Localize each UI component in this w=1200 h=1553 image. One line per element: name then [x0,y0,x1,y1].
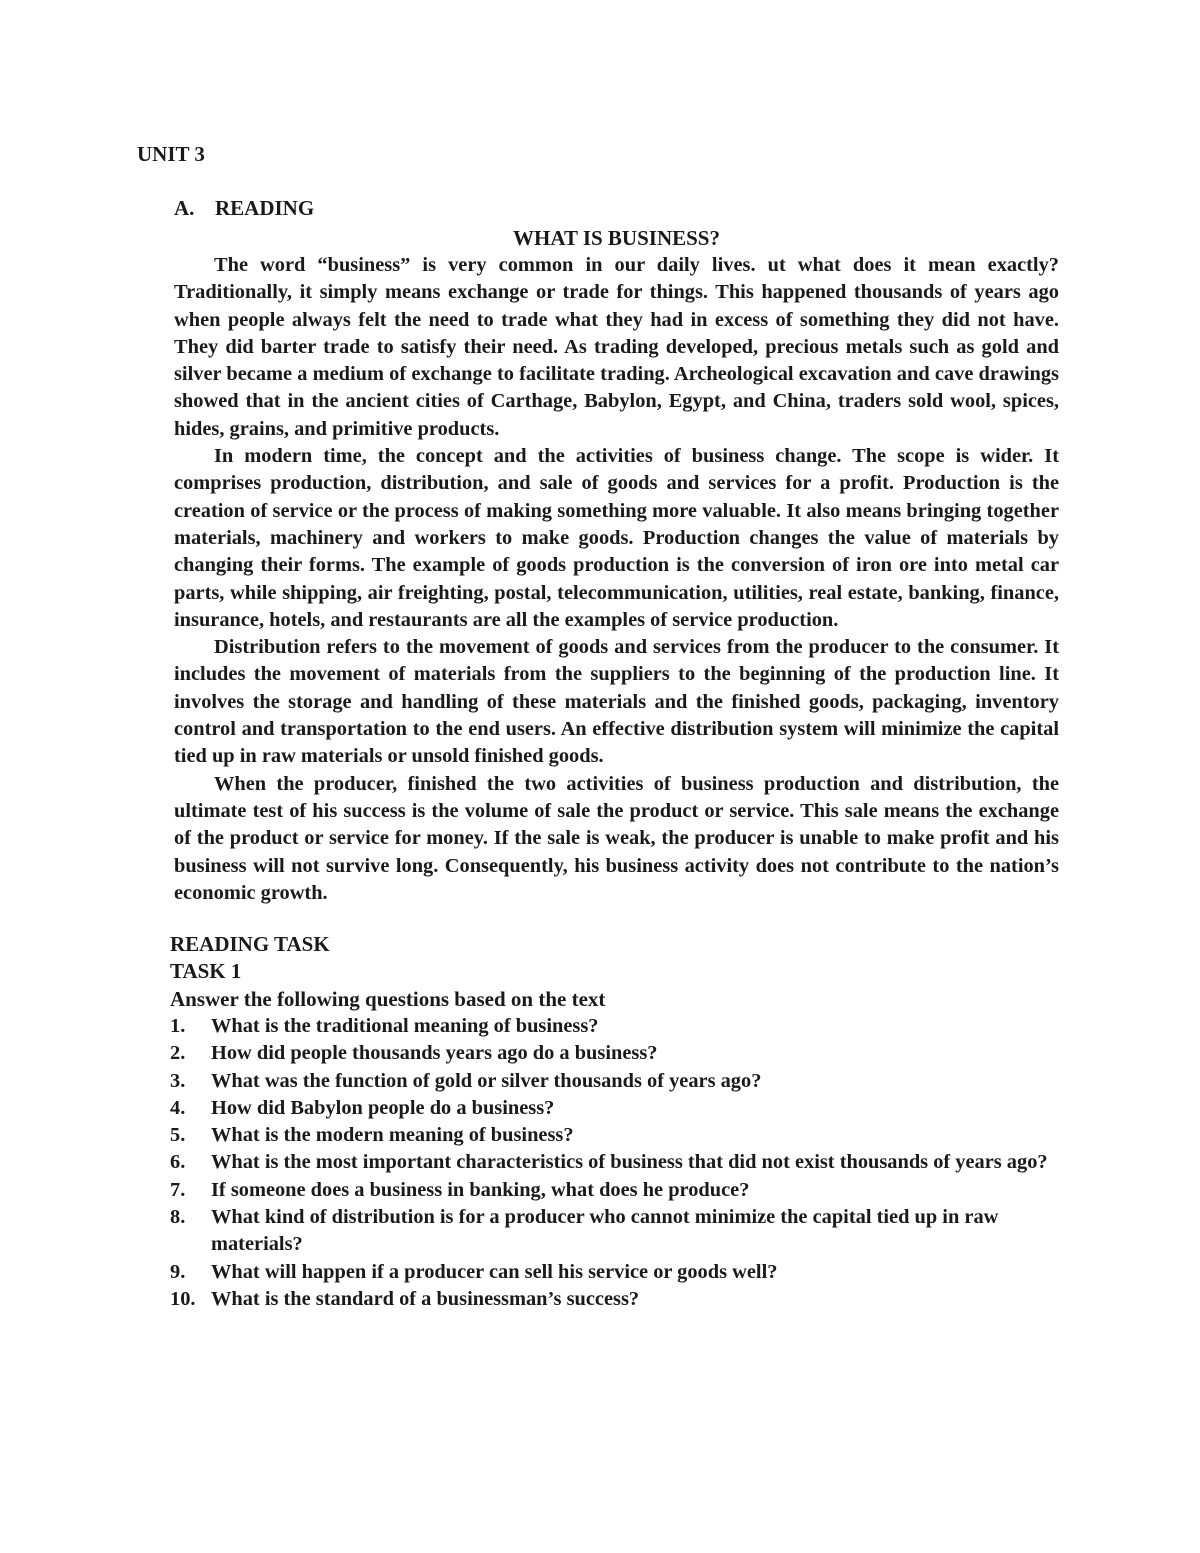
question-text: What kind of distribution is for a producer who cannot minimize the capital tied up in raw materials? [211,1206,999,1256]
question-number: 1. [170,1015,186,1037]
reading-task-header [170,931,1060,1013]
reading-task-heading: READING TASK [170,932,330,956]
question-number: 6. [170,1151,186,1174]
question-item [170,1177,1060,1204]
task-label: TASK 1 [170,959,242,984]
reading-body [174,252,1059,907]
question-item [170,1122,1060,1149]
paragraph: Distribution refers to the movement of goods and services from the producer to the consumer. It includes the movement of materials from the suppliers to the beginning of the production line. It involves the storage and handling of these materials and the finished goods, packaging, inventory control and transportation to the end users. An effective distribution system will minimize the capital tied up in raw materials or unsold finished goods. [174,636,1059,768]
question-number: 4. [170,1096,186,1119]
question-number: 10. [170,1287,196,1310]
question-item [170,1040,1060,1067]
question-text: How did people thousands years ago do a business? [211,1042,658,1065]
question-text: What was the function of gold or silver thousands of years ago? [211,1069,762,1092]
paragraph: In modern time, the concept and the activities of business change. The scope is wider. It comprises production, distribution, and sale of goods and services for a profit. Production is the creation of service or the process of making something more valuable. It also means bringing together materials, machinery and workers to make goods. Production changes the value of materials by changing their forms. The example of goods production is the conversion of iron ore into metal car parts, while shipping, air freighting, postal, telecommunication, utilities, real estate, banking, finance, insurance, hotels, and restaurants are all the examples of service production. [174,445,1059,631]
question-text: What is the most important characteristics of business that did not exist thousands of years ago? [211,1151,1048,1174]
reading-title: WHAT IS BUSINESS? [513,226,720,250]
question-number: 9. [170,1260,186,1283]
question-item [170,1095,1060,1122]
question-text: What will happen if a producer can sell his service or goods well? [211,1260,778,1283]
paragraph: When the producer, finished the two activities of business production and distribution, the ultimate test of his success is the volume of sale the product or service. This sale means the exchange of the product or service for money. If the sale is weak, the producer is unable to make profit and his business will not survive long. Consequently, his business activity does not contribute to the nation’s economic growth. [174,772,1059,904]
unit-title: UNIT 3 [137,142,205,166]
question-number: 8. [170,1206,186,1229]
question-number: 3. [170,1069,186,1092]
task-instruction: Answer the following questions based on the text [170,986,606,1011]
question-text: If someone does a business in banking, what does he produce? [211,1178,750,1201]
question-item [170,1068,1060,1095]
question-text: What is the standard of a businessman’s success? [211,1287,640,1310]
question-item [170,1286,1060,1313]
question-number: 2. [170,1042,186,1065]
section-marker: A. [174,196,195,220]
question-text: What is the traditional meaning of business? [211,1015,599,1037]
question-item [170,1149,1060,1176]
question-item [170,1204,1060,1259]
question-list [170,1013,1060,1313]
question-item [170,1013,1060,1040]
question-item [170,1259,1060,1286]
question-text: How did Babylon people do a business? [211,1096,555,1119]
section-label: READING [215,196,315,220]
paragraph: The word “business” is very common in our daily lives. ut what does it mean exactly? Traditionally, it simply means exchange or trade for things. This happened thousands of years ago when people always felt the need to trade what they had in excess of something they did not have. They did barter trade to satisfy their need. As trading developed, precious metals such as gold and silver became a medium of exchange to facilitate trading. Archeological excavation and cave drawings showed that in the ancient cities of Carthage, Babylon, Egypt, and China, traders sold wool, spices, hides, grains, and primitive products. [174,254,1059,440]
question-number: 5. [170,1124,186,1147]
question-number: 7. [170,1178,186,1201]
question-text: What is the modern meaning of business? [211,1124,574,1147]
